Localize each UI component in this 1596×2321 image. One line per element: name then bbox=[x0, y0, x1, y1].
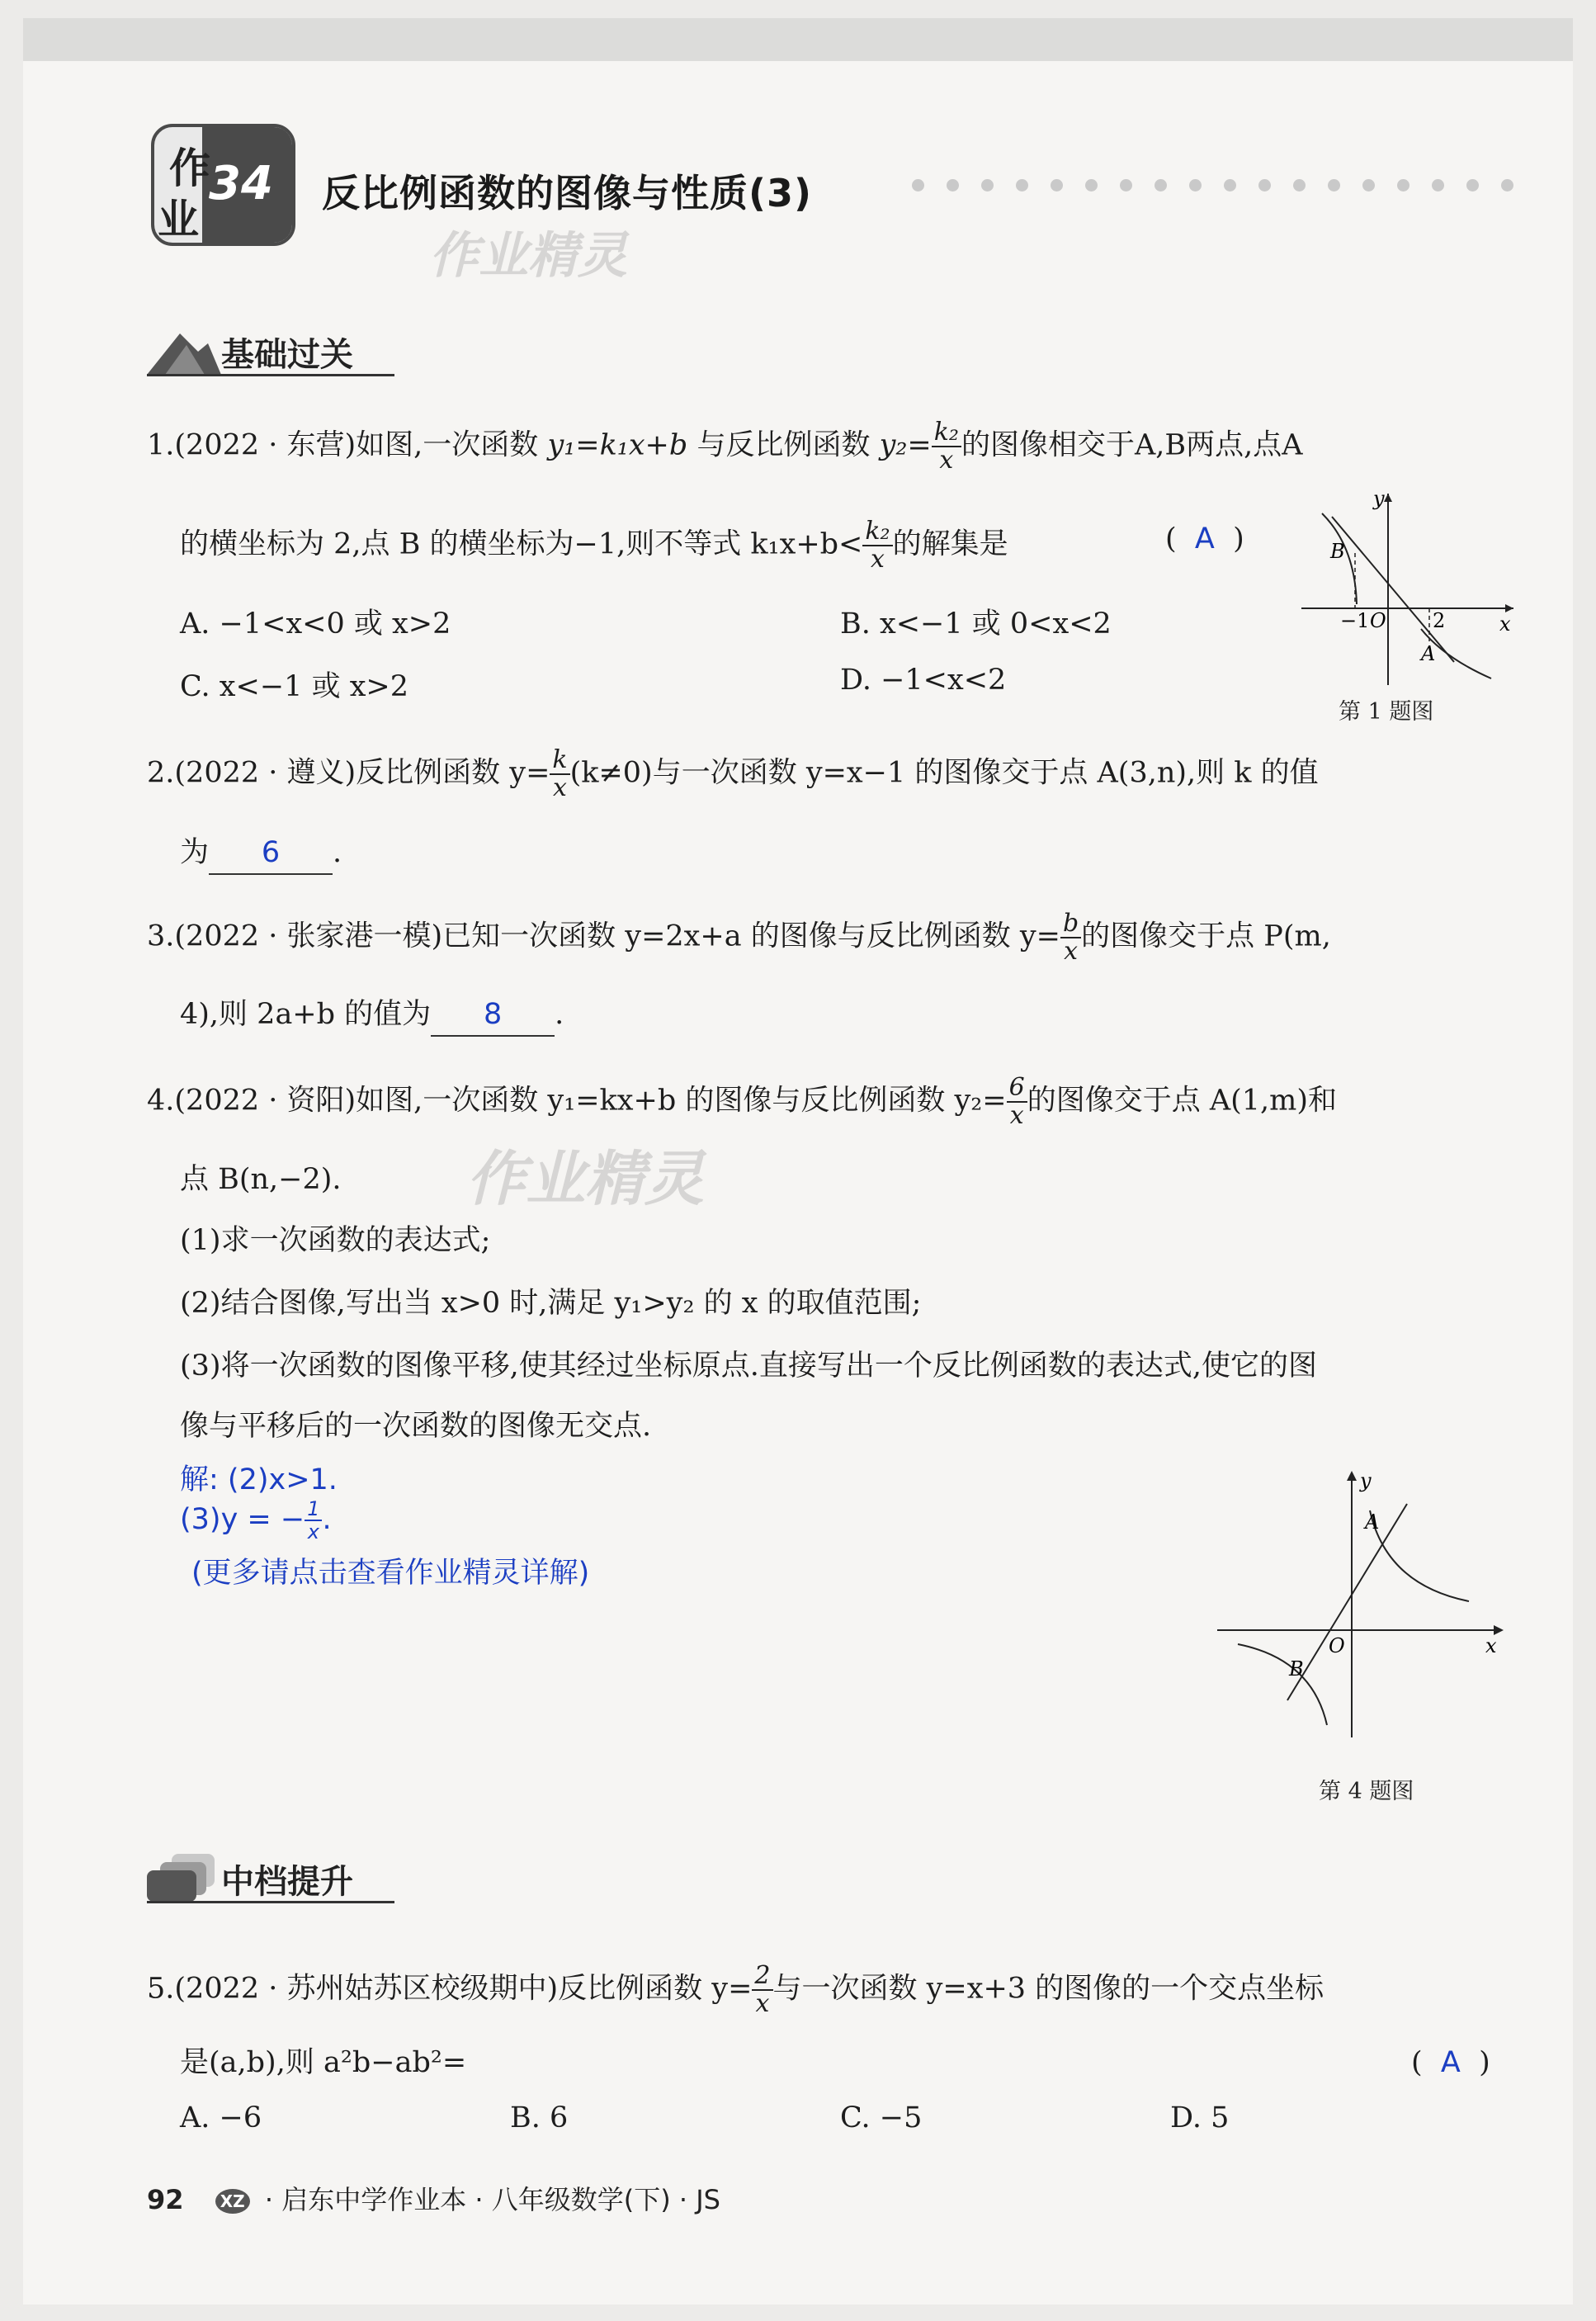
title-dot bbox=[947, 179, 959, 191]
q1-option-d: D. −1<x<2 bbox=[840, 664, 1007, 697]
point-label-b: B bbox=[1289, 1657, 1304, 1680]
page-number: 92 bbox=[147, 2184, 184, 2215]
title-dot bbox=[912, 179, 924, 191]
title-dot bbox=[1293, 179, 1306, 191]
question-2-line-1: 2.(2022 · 遵义)反比例函数 y= $\frac{k}{x}$ (k≠0)与一次函数 y=x−1 的图像交于点 A(3,n),则 k 的值 bbox=[147, 745, 1319, 802]
fraction: $\frac{b}{x}$ bbox=[1060, 910, 1081, 965]
badge-number: 34 bbox=[209, 157, 273, 210]
q4-figure bbox=[1213, 1469, 1518, 1742]
fraction: $\frac{\text{k₂}}{x}$ bbox=[932, 419, 961, 474]
top-band bbox=[23, 18, 1573, 61]
origin-label: O bbox=[1329, 1634, 1345, 1657]
question-1-answer: ( A ) bbox=[1165, 522, 1244, 555]
question-2-line-2: 为 6 . bbox=[180, 832, 342, 875]
stairs-icon bbox=[147, 1852, 221, 1902]
title-dot bbox=[1224, 179, 1236, 191]
question-4-part-3: (3)将一次函数的图像平移,使其经过坐标原点.直接写出一个反比例函数的表达式,使它的图 bbox=[180, 1350, 1317, 1383]
axis-label-x: x bbox=[1485, 1634, 1497, 1657]
title-dot bbox=[1155, 179, 1167, 191]
section-basic bbox=[147, 324, 394, 376]
question-4-line-1: 4.(2022 · 资阳)如图,一次函数 y₁=kx+b 的图像与反比例函数 y₂= $\frac{6}{x}$ 的图像交于点 A(1,m)和 bbox=[147, 1073, 1338, 1130]
q4-figure-caption: 第 4 题图 bbox=[1319, 1779, 1414, 1804]
title-dot bbox=[981, 179, 994, 191]
q5-option-a: A. −6 bbox=[180, 2101, 262, 2134]
question-4-part-3-cont: 像与平移后的一次函数的图像无交点. bbox=[180, 1410, 652, 1443]
tick-label-minus1: −1 bbox=[1340, 609, 1370, 632]
fraction: $\frac{k}{x}$ bbox=[550, 747, 569, 801]
section-label: 基础过关 bbox=[221, 336, 353, 374]
axis-label-x: x bbox=[1499, 612, 1511, 636]
q5-option-c: C. −5 bbox=[840, 2101, 923, 2134]
question-1-line-1: 1.(2022 · 东营)如图,一次函数 y₁=k₁x+b 与反比例函数 y₂= $\frac{\text{k₂}}{x}$ 的图像相交于A,B两点,点A bbox=[147, 418, 1303, 475]
title-dot bbox=[1362, 179, 1375, 191]
title-dot bbox=[1432, 179, 1444, 191]
mountain-icon bbox=[147, 327, 221, 376]
title-dot bbox=[1189, 179, 1202, 191]
homework-badge bbox=[151, 124, 295, 246]
title-dot bbox=[1397, 179, 1409, 191]
point-label-a: A bbox=[1421, 642, 1436, 665]
title-dot bbox=[1085, 179, 1098, 191]
axis-label-y: y bbox=[1360, 1469, 1372, 1492]
title-dot bbox=[1051, 179, 1063, 191]
tick-label-2: 2 bbox=[1433, 609, 1446, 632]
question-3-line-1: 3.(2022 · 张家港一模)已知一次函数 y=2x+a 的图像与反比例函数 y= $\frac{b}{x}$ 的图像交于点 P(m, bbox=[147, 909, 1331, 966]
page-title: 反比例函数的图像与性质(3) bbox=[322, 171, 813, 215]
publisher-logo-icon: XZ bbox=[215, 2189, 250, 2214]
title-dot bbox=[1328, 179, 1340, 191]
section-label: 中档提升 bbox=[221, 1863, 353, 1901]
fraction: $\frac{6}{x}$ bbox=[1007, 1075, 1027, 1129]
q1-figure bbox=[1297, 489, 1520, 687]
footer-text: · 启东中学作业本 · 八年级数学(下) · JS bbox=[264, 2184, 720, 2215]
point-label-a: A bbox=[1365, 1510, 1380, 1534]
title-dot bbox=[1501, 179, 1513, 191]
question-5-line-2: 是(a,b),则 a²b−ab²= bbox=[180, 2046, 467, 2079]
title-dot bbox=[1016, 179, 1028, 191]
q4-solution-link[interactable]: (更多请点击查看作业精灵详解) bbox=[191, 1557, 590, 1590]
page-footer bbox=[147, 2179, 720, 2217]
axis-label-y: y bbox=[1373, 489, 1385, 510]
q1-option-a: A. −1<x<0 或 x>2 bbox=[180, 607, 451, 641]
title-dot bbox=[1466, 179, 1479, 191]
watermark: 作业精灵 bbox=[466, 1144, 705, 1213]
q1-figure-caption: 第 1 题图 bbox=[1339, 699, 1434, 725]
q5-option-d: D. 5 bbox=[1170, 2101, 1230, 2134]
q1-option-b: B. x<−1 或 0<x<2 bbox=[840, 607, 1112, 641]
q4-solution-line-2: (3)y = − $\frac{1}{x}$ . bbox=[180, 1497, 332, 1543]
question-1-line-2: 的横坐标为 2,点 B 的横坐标为−1,则不等式 k₁x+b< $\frac{\text{k₂}}{x}$ 的解集是 bbox=[180, 517, 1008, 574]
question-4-part-1: (1)求一次函数的表达式; bbox=[180, 1224, 491, 1257]
point-label-b: B bbox=[1330, 540, 1345, 563]
fraction: $\frac{\text{k₂}}{x}$ bbox=[862, 518, 892, 573]
q4-solution-line-1: 解: (2)x>1. bbox=[180, 1463, 338, 1496]
title-dot bbox=[1120, 179, 1132, 191]
watermark: 作业精灵 bbox=[429, 227, 627, 285]
question-3-line-2: 4),则 2a+b 的值为 8 . bbox=[180, 994, 564, 1037]
title-dot bbox=[1258, 179, 1271, 191]
question-4-line-2: 点 B(n,−2). bbox=[180, 1163, 342, 1196]
badge-top-char: 作 bbox=[169, 144, 210, 192]
q5-option-b: B. 6 bbox=[510, 2101, 569, 2134]
question-4-part-2: (2)结合图像,写出当 x>0 时,满足 y₁>y₂ 的 x 的取值范围; bbox=[180, 1287, 922, 1320]
question-5-answer: ( A ) bbox=[1411, 2046, 1490, 2079]
fraction: $\frac{2}{x}$ bbox=[752, 1963, 772, 2017]
section-mid bbox=[147, 1851, 394, 1903]
badge-bottom-char: 业 bbox=[158, 196, 199, 243]
q1-option-c: C. x<−1 或 x>2 bbox=[180, 670, 409, 703]
origin-label: O bbox=[1370, 609, 1386, 632]
question-5-line-1: 5.(2022 · 苏州姑苏区校级期中)反比例函数 y= $\frac{2}{x}$ 与一次函数 y=x+3 的图像的一个交点坐标 bbox=[147, 1961, 1324, 2018]
